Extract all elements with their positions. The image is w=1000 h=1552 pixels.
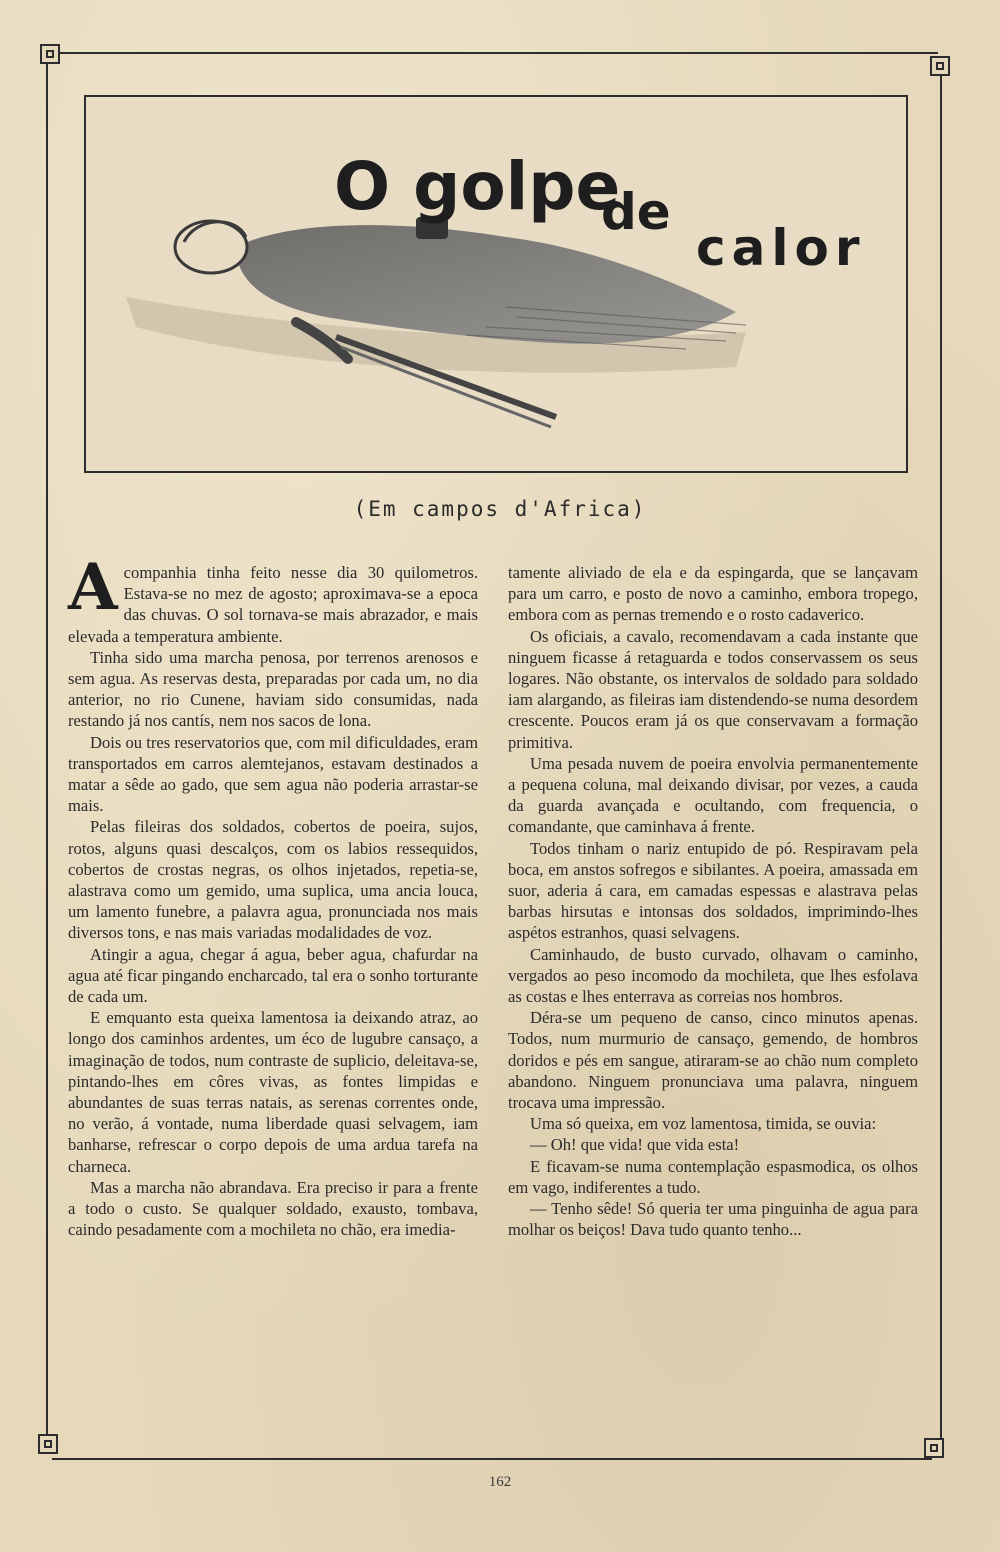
paragraph-10: Todos tinham o nariz entupido de pó. Respiravam pela boca, em anstos sofregos e sibilantes. A poeira, amassada em suor, aderia á cara, em camadas espessas e alastrava pelas barbas hirsutas e intonsas dos soldados, imprimindo-lhes aspétos estranhos, quasi selvagens. xyxy=(508,838,918,943)
paragraph-8: Os oficiais, a cavalo, recomendavam a cada instante que ninguem ficasse á retaguarda e todos conservassem os seus logares. Não obstante, os intervalos de soldado para soldado iam alargando, as fileiras iam distendendo-se numa desordem crescente. Poucos eram já os que conservavam a formação primitiva. xyxy=(508,626,918,752)
article-left-column xyxy=(68,550,479,1241)
article-right-column xyxy=(508,562,918,1241)
frame-corner-ornament-bottom-right xyxy=(924,1438,944,1458)
header-illustration xyxy=(84,95,908,473)
illustration-title-word-2: de xyxy=(601,183,671,241)
paragraph-1: Acompanhia tinha feito nesse dia 30 quilometros. Estava-se no mez de agosto; aproximava-se a epoca das chuvas. O sol tornava-se mais abrazador, e mais elevada a temperatura ambiente. xyxy=(68,550,478,646)
frame-bottom-line xyxy=(52,1458,932,1460)
paragraph-13: Uma só queixa, em voz lamentosa, timida, se ouvia: xyxy=(530,1114,877,1134)
paragraph-continued: tamente aliviado de ela e da espingarda, que se lançavam para um carro, e posto de novo a caminho, embora tropego, embora com as pernas tremendo e o rosto cadaverico. xyxy=(508,563,918,625)
article-subtitle: (Em campos d'Africa) xyxy=(353,497,647,521)
illustration-title-word-1: O golpe xyxy=(334,148,621,225)
drop-cap: A xyxy=(68,550,118,625)
paragraph-6: E emquanto esta queixa lamentosa ia deixando atraz, ao longo dos caminhos ardentes, um éco de lugubre cansaço, a imaginação de todos, num contraste de suplicio, deleitava-se, pintando-lhes em côres vivas, as fontes limpidas e abundantes de suas terras natais, as serenas correntes onde, no verão, á vontade, numa liberdade quasi selvagem, iam banharse, refrescar o corpo depois de uma ardua tarefa na charneca. xyxy=(68,1008,478,1176)
paragraph-2: Tinha sido uma marcha penosa, por terrenos arenosos e sem agua. As reservas desta, preparadas por cada um, no dia anterior, no rio Cunene, haviam sido consumidas, nada restando já nos cantís, nem nos sacos de lona. xyxy=(68,647,478,731)
page-number: 162 xyxy=(488,1474,512,1490)
fallen-soldier-sketch-icon xyxy=(86,97,906,471)
paragraph-11: Caminhaudo, de busto curvado, olhavam o caminho, vergados ao peso incomodo da mochileta, que lhes esfolava as costas e lhes enterrava as correias nos hombros. xyxy=(508,944,918,1007)
paragraph-5: Atingir a agua, chegar á agua, beber agua, chafurdar na agua até ficar pingando encharcado, tal era o sonho torturante de cada um. xyxy=(68,944,478,1007)
paragraph-4: Pelas fileiras dos soldados, cobertos de poeira, sujos, rotos, alguns quasi descalços, com os labios ressequidos, cobertos de crostas negras, os olhos injetados, repetia-se, alastrava como um gemido, uma suplica, uma ancia louca, um lamento funebre, a palavra agua, pronunciada nos mais diversos tons, e nas mais variadas modalidades de voz. xyxy=(68,817,478,943)
frame-corner-ornament-top-right xyxy=(930,56,950,76)
frame-left-line xyxy=(46,62,48,1438)
paragraph-14: — Oh! que vida! que vida esta! xyxy=(530,1135,740,1155)
paragraph-16: — Tenho sêde! Só queria ter uma pinguinha de agua para molhar os beiços! Dava tudo quanto tenho... xyxy=(508,1199,918,1240)
paragraph-9: Uma pesada nuvem de poeira envolvia permanentemente a pequena coluna, mal deixando divisar, por vezes, a cauda da guarda avançada e ocultando, com frequencia, o comandante, que caminhava á frente. xyxy=(508,753,918,837)
paragraph-7: Mas a marcha não abrandava. Era preciso ir para a frente a todo o custo. Se qualquer soldado, exausto, tombava, caindo pesadamente com a mochileta no chão, era imedia- xyxy=(68,1177,478,1240)
frame-right-line xyxy=(940,74,942,1442)
frame-corner-ornament-bottom-left xyxy=(38,1434,58,1454)
paragraph-3: Dois ou tres reservatorios que, com mil dificuldades, eram transportados em carros alemtejanos, estavam destinados a matar a sêde ao gado, que sem agua não poderia arrastar-se mais. xyxy=(68,732,479,816)
illustration-title-word-3: calor xyxy=(696,219,866,277)
paragraph-15: E ficavam-se numa contemplação espasmodica, os olhos em vago, indiferentes a tudo. xyxy=(508,1156,918,1197)
paragraph-12: Déra-se um pequeno de canso, cinco minutos apenas. Todos, num murmurio de cansaço, gemendo, de hombros doridos e pés em sangue, atiraram-se ao chão num completo abandono. Ninguem pronunciava uma palavra, ninguem trocava uma impressão. xyxy=(508,1008,918,1113)
frame-corner-ornament-top-left xyxy=(40,44,60,64)
frame-top-line xyxy=(58,52,938,54)
